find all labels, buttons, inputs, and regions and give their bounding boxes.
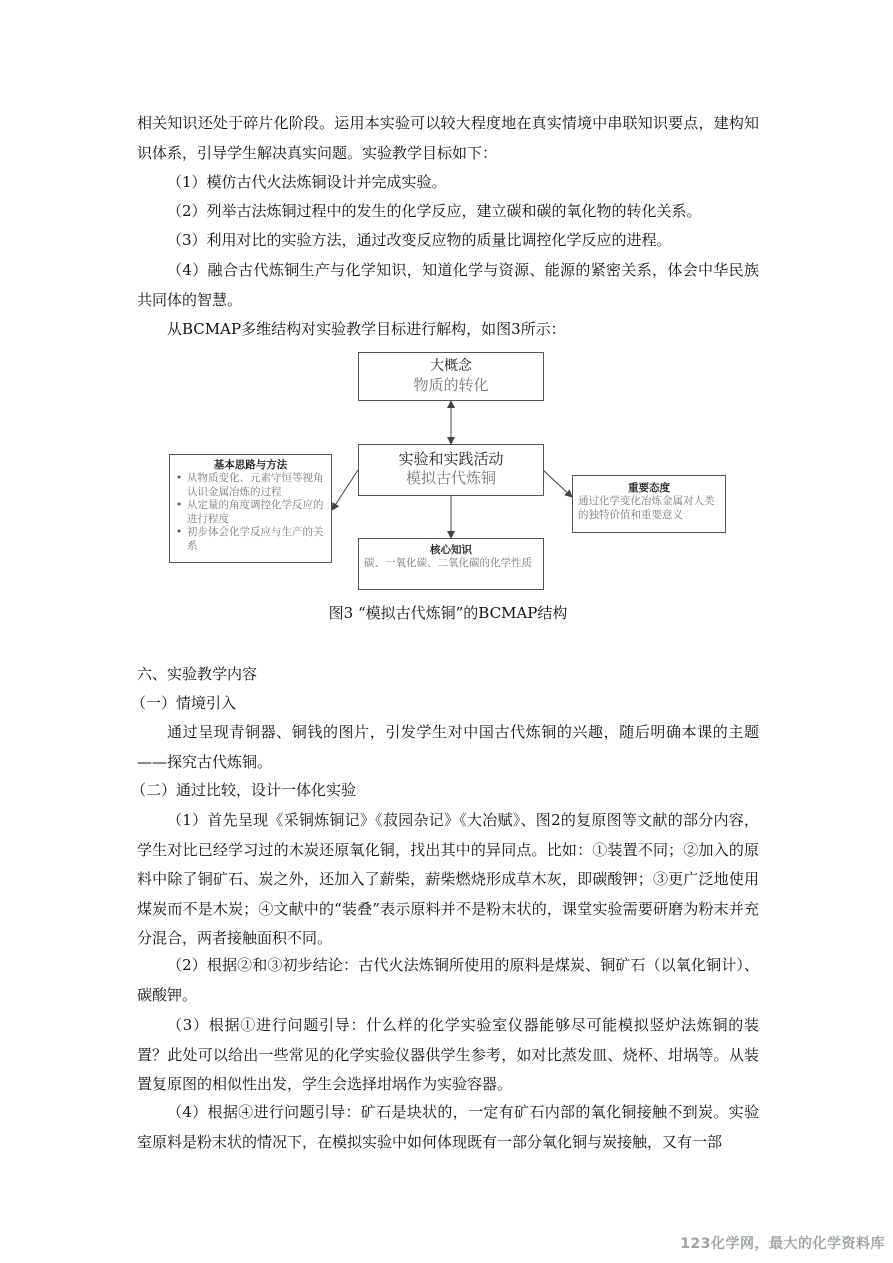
big-concept-title: 大概念 bbox=[430, 358, 472, 374]
core-knowledge-title: 核心知识 bbox=[430, 544, 472, 556]
big-concept-text: 物质的转化 bbox=[413, 376, 489, 394]
paragraph-bcmap-intro: 从BCMAP多维结构对实验教学目标进行解构，如图3所示： bbox=[167, 320, 566, 338]
subheading-1: （一）情境引入 bbox=[131, 694, 237, 712]
core-knowledge-text: 碳、一氧化碳、二氧化碳的化学性质 bbox=[364, 557, 532, 569]
methods-item: • 从物质变化、元素守恒等视角认识金属冶炼的过程 bbox=[174, 472, 327, 499]
footer-watermark: 123化学网，最大的化学资料库 bbox=[680, 1236, 885, 1252]
paragraph-step-3: （3）根据①进行问题引导：什么样的化学实验室仪器能够尽可能模拟竖炉法炼铜的装置？此处可以给出一些常见的化学实验仪器供学生参考，如对比蒸发皿、烧杯、坩埚等。从装置复原图的相似性出发，学生会选择坩埚作为实验容器。 bbox=[137, 1016, 759, 1093]
methods-title: 基本思路与方法 bbox=[213, 459, 288, 471]
goal-1: （1）模仿古代火法炼铜设计并完成实验。 bbox=[167, 173, 447, 191]
attitude-text: 通过化学变化冶炼金属对人类的独特价值和重要意义 bbox=[578, 495, 715, 521]
methods-item: • 初步体会化学反应与生产的关系 bbox=[174, 526, 327, 553]
paragraph-intro: 相关知识还处于碎片化阶段。运用本实验可以较大程度地在真实情境中串联知识要点，建构知识体系，引导学生解决真实问题。实验教学目标如下： bbox=[137, 114, 759, 162]
practice-activity-title: 实验和实践活动 bbox=[398, 450, 504, 468]
box-attitude bbox=[572, 475, 726, 533]
goal-2: （2）列举古法炼铜过程中的发生的化学反应，建立碳和碳的氧化物的转化关系。 bbox=[167, 202, 702, 220]
practice-activity-text: 模拟古代炼铜 bbox=[405, 469, 496, 487]
goal-3: （3）利用对比的实验方法，通过改变反应物的质量比调控化学反应的进程。 bbox=[167, 231, 672, 249]
paragraph-step-1: （1）首先呈现《采铜炼铜记》《菽园杂记》《大冶赋》、图2的复原图等文献的部分内容，学生对比已经学习过的木炭还原氧化铜，找出其中的异同点。比如：①装置不同；②加入的原料中除了铜矿石、炭之外，还加入了薪柴，薪柴燃烧形成草木灰，即碳酸钾；③更广泛地使用煤炭而不是木炭；④文献中的“装叠”表示原料并不是粉末状的，课堂实验需要研磨为粉末并充分混合，两者接触面积不同。 bbox=[137, 811, 759, 947]
box-methods bbox=[169, 454, 332, 563]
paragraph-scenario: 通过呈现青铜器、铜钱的图片，引发学生对中国古代炼铜的兴趣，随后明确本课的主题——探究古代炼铜。 bbox=[137, 723, 759, 771]
subheading-2: （二）通过比较，设计一体化实验 bbox=[131, 781, 357, 799]
connector-right bbox=[543, 470, 572, 497]
goal-4: （4）融合古代炼铜生产与化学知识，知道化学与资源、能源的紧密关系，体会中华民族共同体的智慧。 bbox=[137, 261, 759, 309]
methods-item: • 从定量的角度调控化学反应的进行程度 bbox=[174, 499, 327, 526]
box-big-concept bbox=[358, 352, 544, 401]
box-practice-activity bbox=[358, 444, 544, 496]
connector-left bbox=[332, 470, 358, 510]
methods-list bbox=[174, 472, 327, 553]
attitude-title: 重要态度 bbox=[628, 482, 670, 494]
paragraph-step-4: （4）根据④进行问题引导：矿石是块状的，一定有矿石内部的氧化铜接触不到炭。实验室原料是粉末状的情况下，在模拟实验中如何体现既有一部分氧化铜与炭接触，又有一部 bbox=[137, 1103, 759, 1151]
figure-caption: 图3 “模拟古代炼铜”的BCMAP结构 bbox=[328, 604, 568, 622]
section-heading: 六、实验教学内容 bbox=[137, 665, 258, 683]
paragraph-step-2: （2）根据②和③初步结论：古代火法炼铜所使用的原料是煤炭、铜矿石（以氧化铜计）、碳酸钾。 bbox=[137, 956, 759, 1004]
box-core-knowledge bbox=[358, 538, 544, 590]
